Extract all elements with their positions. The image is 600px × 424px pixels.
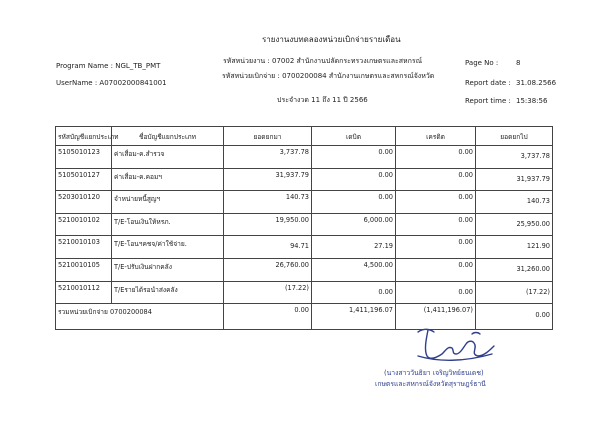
account-name: T/E-โอนเงินให้หรภ. bbox=[112, 213, 224, 236]
table-row bbox=[56, 258, 553, 281]
program-name: Program Name : NGL_TB_PMT bbox=[56, 62, 161, 70]
account-name: จำหน่ายหนี้สูญฯ bbox=[112, 191, 224, 214]
page-no-value: 8 bbox=[516, 59, 521, 67]
column-header: ยอดยกไป bbox=[476, 127, 553, 146]
account-code: 5210010112 bbox=[56, 281, 112, 304]
credit: 0.00 bbox=[396, 281, 476, 304]
username: UserName : A07002000841001 bbox=[56, 79, 167, 87]
total-balance-carried-forward: 0.00 bbox=[476, 304, 553, 330]
balance-carried-forward: 140.73 bbox=[476, 191, 553, 214]
account-code: 5210010102 bbox=[56, 213, 112, 236]
credit: 0.00 bbox=[396, 258, 476, 281]
period-line: ประจำงวด 11 ถึง 11 ปี 2566 bbox=[277, 96, 368, 104]
column-header: เดบิต bbox=[312, 127, 396, 146]
signatory-position: เกษตรและสหกรณ์จังหวัดสุราษฎร์ธานี bbox=[375, 380, 486, 388]
balance-brought-forward: 3,737.78 bbox=[224, 146, 312, 169]
account-name: ค่าเสื่อม-ค.สำรวจ bbox=[112, 146, 224, 169]
balance-brought-forward: 19,950.00 bbox=[224, 213, 312, 236]
signatory-name: (นางสาววันธิยา เจริญวิทย์ธนเดช) bbox=[384, 369, 484, 377]
balance-brought-forward: 94.71 bbox=[224, 236, 312, 259]
account-name: T/E-ปรับเงินฝากคลัง bbox=[112, 258, 224, 281]
report-time-value: 15:38:56 bbox=[516, 97, 548, 105]
table-row bbox=[56, 191, 553, 214]
debit: 27.19 bbox=[312, 236, 396, 259]
balance-carried-forward: (17.22) bbox=[476, 281, 553, 304]
report-time-label: Report time : bbox=[465, 97, 511, 105]
column-header: เครดิต bbox=[396, 127, 476, 146]
table-row bbox=[56, 236, 553, 259]
report-date-label: Report date : bbox=[465, 79, 511, 87]
table-row bbox=[56, 146, 553, 169]
account-name: T/Eรายได้รอนำส่งคลัง bbox=[112, 281, 224, 304]
account-code: 5210010105 bbox=[56, 258, 112, 281]
account-code: 5105010123 bbox=[56, 146, 112, 169]
account-code: 5210010103 bbox=[56, 236, 112, 259]
page-no-label: Page No : bbox=[465, 59, 499, 67]
debit: 0.00 bbox=[312, 281, 396, 304]
debit: 4,500.00 bbox=[312, 258, 396, 281]
debit: 0.00 bbox=[312, 191, 396, 214]
column-header: รหัสบัญชีแยกประเภท bbox=[56, 127, 112, 146]
total-debit: 1,411,196.07 bbox=[312, 304, 396, 330]
report-title: รายงานงบทดลองหน่วยเบิกจ่ายรายเดือน bbox=[262, 35, 401, 44]
credit: 0.00 bbox=[396, 236, 476, 259]
balance-carried-forward: 31,260.00 bbox=[476, 258, 553, 281]
balance-brought-forward: 140.73 bbox=[224, 191, 312, 214]
column-header: ชื่อบัญชีแยกประเภท bbox=[112, 127, 224, 146]
account-name: ค่าเสื่อม-ค.คอมฯ bbox=[112, 168, 224, 191]
account-name: T/E-โอนฯคชจ/ค่าใช้จ่าย. bbox=[112, 236, 224, 259]
total-balance-brought-forward: 0.00 bbox=[224, 304, 312, 330]
account-code: 5203010120 bbox=[56, 191, 112, 214]
credit: 0.00 bbox=[396, 146, 476, 169]
total-credit: (1,411,196.07) bbox=[396, 304, 476, 330]
agency-line: รหัสหน่วยงาน : 07002 สำนักงานปลัดกระทรวงเกษตรและสหกรณ์ bbox=[223, 57, 423, 65]
disbursement-unit-line: รหัสหน่วยเบิกจ่าย : 0700200084 สำนักงานเกษตรและสหกรณ์จังหวัด bbox=[222, 72, 435, 80]
column-header: ยอดยกมา bbox=[224, 127, 312, 146]
table-row bbox=[56, 213, 553, 236]
debit: 6,000.00 bbox=[312, 213, 396, 236]
credit: 0.00 bbox=[396, 191, 476, 214]
trial-balance-table bbox=[55, 126, 553, 330]
balance-brought-forward: (17.22) bbox=[224, 281, 312, 304]
balance-carried-forward: 31,937.79 bbox=[476, 168, 553, 191]
table-row bbox=[56, 168, 553, 191]
balance-brought-forward: 26,760.00 bbox=[224, 258, 312, 281]
total-label: รวมหน่วยเบิกจ่าย 0700200084 bbox=[56, 304, 224, 330]
report-date-value: 31.08.2566 bbox=[516, 79, 557, 87]
balance-carried-forward: 25,950.00 bbox=[476, 213, 553, 236]
balance-carried-forward: 121.90 bbox=[476, 236, 553, 259]
table-row bbox=[56, 281, 553, 304]
credit: 0.00 bbox=[396, 213, 476, 236]
debit: 0.00 bbox=[312, 168, 396, 191]
balance-brought-forward: 31,937.79 bbox=[224, 168, 312, 191]
credit: 0.00 bbox=[396, 168, 476, 191]
balance-carried-forward: 3,737.78 bbox=[476, 146, 553, 169]
signature-scribble bbox=[408, 318, 504, 366]
table-header-row bbox=[56, 127, 553, 146]
account-code: 5105010127 bbox=[56, 168, 112, 191]
debit: 0.00 bbox=[312, 146, 396, 169]
